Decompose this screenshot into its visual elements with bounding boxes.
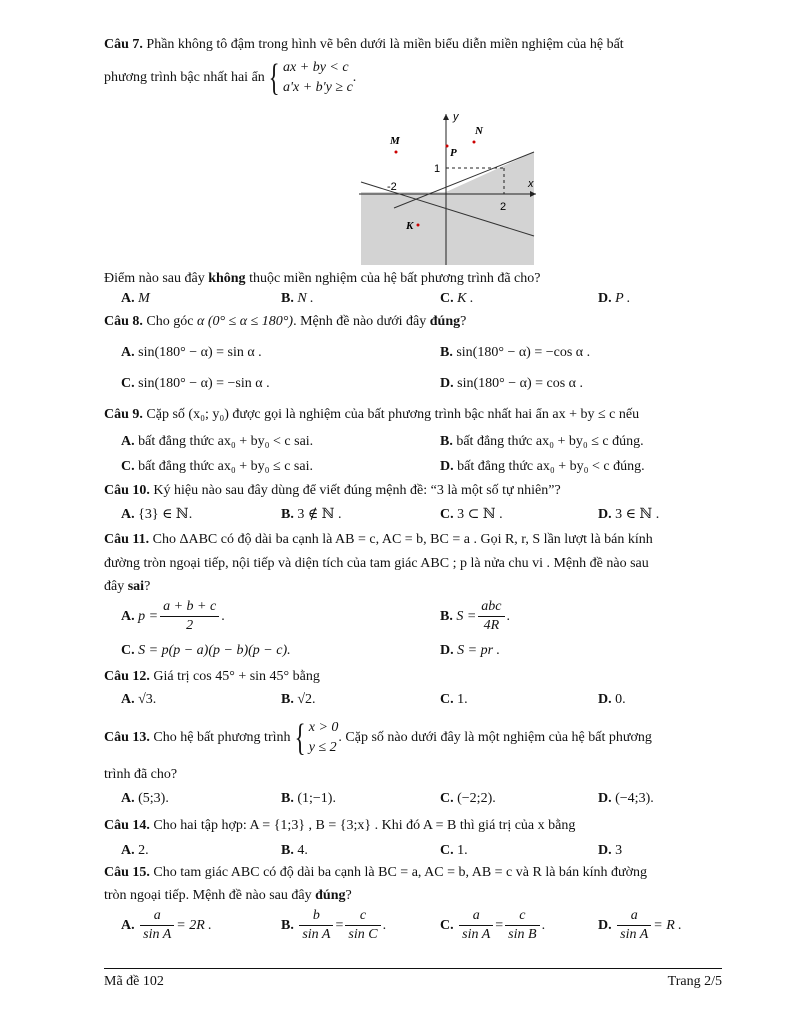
q13-label: Câu 13. bbox=[104, 730, 150, 745]
q9-label: Câu 9. bbox=[104, 407, 143, 422]
q12-label: Câu 12. bbox=[104, 669, 150, 684]
q13-stem: Câu 13. Cho hệ bất phương trình{ x > 0 y ≤ 2 . Cặp số nào dưới đây là một nghiệm của hệ bất phương bbox=[104, 716, 652, 759]
q10-option-c[interactable]: C. 3 ⊂ ℕ . bbox=[440, 507, 503, 522]
q11-option-c[interactable]: C. S = p(p − a)(p − b)(p − c). bbox=[121, 643, 291, 658]
q7-line1 bbox=[104, 36, 624, 54]
q7-option-a[interactable]: A. M bbox=[121, 291, 150, 306]
q7-question-b: không bbox=[208, 271, 246, 286]
q8-option-d[interactable]: D. sin(180° − α) = cos α . bbox=[440, 376, 584, 391]
label-k: K bbox=[406, 220, 414, 232]
q9-option-b[interactable]: B. bất đẳng thức ax₀ + by₀ ≤ c đúng. bbox=[440, 434, 644, 449]
q7-question-c: thuộc miền nghiệm của hệ bất phương trình đã cho? bbox=[245, 271, 541, 286]
q11-a-fraction: $\frac{a + b + c}{2}$ bbox=[160, 598, 219, 635]
label-x: x bbox=[528, 178, 534, 190]
q7-brace: { bbox=[268, 57, 280, 99]
q10-label: Câu 10. bbox=[104, 483, 150, 498]
label-n: N bbox=[475, 125, 483, 137]
label-one: 1 bbox=[434, 163, 441, 175]
q7-eq1: ax + by < c bbox=[283, 60, 349, 75]
q14-option-c[interactable]: C. 1. bbox=[440, 843, 468, 858]
label-p: P bbox=[450, 147, 457, 159]
q15-option-d[interactable]: D. $\frac{a}{\text{sin A}}$ = R . bbox=[598, 908, 682, 943]
q12-option-c[interactable]: C. 1. bbox=[440, 692, 468, 707]
q7-line2: phương trình bậc nhất hai ẩn{ ax + by < c a'x + b'y ≥ c . bbox=[104, 57, 357, 99]
label-m: M bbox=[390, 135, 400, 147]
q11-line2: đường tròn ngoại tiếp, nội tiếp và diện tích của tam giác ABC ; p là nửa chu vi . Mệnh đề nào sau bbox=[104, 556, 649, 571]
q10-option-a[interactable]: A. {3} ∈ ℕ. bbox=[121, 507, 193, 522]
footer-exam-code: Mã đề 102 bbox=[104, 974, 164, 989]
q15-line2: tròn ngoại tiếp. Mệnh đề nào sau đây đúng? bbox=[104, 888, 352, 903]
q11-option-b[interactable]: B. S = $\frac{\text{abc}}{4R}$ . bbox=[440, 599, 511, 634]
q15-option-a[interactable]: A. $\frac{a}{\text{sin A}}$ = 2R . bbox=[121, 908, 212, 943]
q13-system: x > 0 y ≤ 2 bbox=[308, 719, 339, 755]
q10-option-d[interactable]: D. 3 ∈ ℕ . bbox=[598, 507, 660, 522]
shaded-region-right bbox=[446, 152, 534, 192]
q9-option-c[interactable]: C. bất đẳng thức ax₀ + by₀ ≤ c sai. bbox=[121, 459, 313, 474]
q11-label: Câu 11. bbox=[104, 532, 150, 547]
q7-eq2: a'x + b'y ≥ c bbox=[283, 80, 353, 95]
q12-stem: Câu 12. Giá trị cos 45° + sin 45° bằng bbox=[104, 669, 320, 684]
point-n bbox=[473, 141, 476, 144]
q15-b-fraction-right: $\frac{c}{\text{sin C}}$ bbox=[345, 907, 380, 944]
q13-brace: { bbox=[294, 716, 306, 759]
q15-c-fraction-left: $\frac{a}{\text{sin A}}$ bbox=[459, 907, 493, 944]
point-k bbox=[417, 224, 420, 227]
q14-option-d[interactable]: D. 3 bbox=[598, 843, 623, 858]
q8-stem: Câu 8. Cho góc α (0° ≤ α ≤ 180°). Mệnh đề nào dưới đây đúng? bbox=[104, 314, 467, 329]
footer-page-number: Trang 2/5 bbox=[667, 974, 722, 989]
q7-option-d[interactable]: D. P . bbox=[598, 291, 631, 306]
q7-option-c[interactable]: C. K . bbox=[440, 291, 474, 306]
q12-option-b[interactable]: B. √2. bbox=[281, 692, 316, 707]
q7-option-b[interactable]: B. N . bbox=[281, 291, 314, 306]
q7-system bbox=[283, 58, 353, 98]
shaded-region-lower bbox=[361, 192, 534, 265]
q13-line2: trình đã cho? bbox=[104, 767, 178, 782]
q7-text2: phương trình bậc nhất hai ẩn bbox=[104, 70, 265, 86]
q13-option-c[interactable]: C. (−2;2). bbox=[440, 791, 496, 806]
q8-option-a[interactable]: A. sin(180° − α) = sin α . bbox=[121, 345, 262, 360]
q14-stem: Câu 14. Cho hai tập hợp: A = {1;3} , B = {3;x} . Khi đó A = B thì giá trị của x bằng bbox=[104, 818, 576, 833]
q12-option-a[interactable]: A. √3. bbox=[121, 692, 157, 707]
q15-c-fraction-right: $\frac{c}{\text{sin B}}$ bbox=[505, 907, 539, 944]
q14-option-b[interactable]: B. 4. bbox=[281, 843, 308, 858]
q8-option-b[interactable]: B. sin(180° − α) = −cos α . bbox=[440, 345, 591, 360]
q14-label: Câu 14. bbox=[104, 818, 150, 833]
q15-option-c[interactable]: C. $\frac{a}{\text{sin A}}$ = $\frac{c}{\text{sin B}}$ . bbox=[440, 908, 546, 943]
q7-question bbox=[104, 270, 540, 288]
q10-stem: Câu 10. Ký hiệu nào sau đây dùng để viết đúng mệnh đề: “3 là một số tự nhiên”? bbox=[104, 483, 561, 498]
q9-stem: Câu 9. Cặp số (x₀; y₀) được gọi là nghiệm của bất phương trình bậc nhất hai ẩn ax + by ≤ c nếu bbox=[104, 407, 640, 422]
q13-option-b[interactable]: B. (1;−1). bbox=[281, 791, 336, 806]
label-two: 2 bbox=[500, 201, 507, 213]
q15-a-fraction: $\frac{a}{\text{sin A}}$ bbox=[140, 907, 174, 944]
q14-option-a[interactable]: A. 2. bbox=[121, 843, 149, 858]
q12-option-d[interactable]: D. 0. bbox=[598, 692, 626, 707]
q11-option-d[interactable]: D. S = pr . bbox=[440, 643, 501, 658]
q15-b-fraction-left: $\frac{b}{\text{sin A}}$ bbox=[299, 907, 333, 944]
q11-line1: Câu 11. Cho ΔABC có độ dài ba cạnh là AB = c, AC = b, BC = a . Gọi R, r, S lần lượt là bán kính bbox=[104, 532, 653, 547]
point-p bbox=[446, 145, 449, 148]
q15-line1: Câu 15. Cho tam giác ABC có độ dài ba cạnh là BC = a, AC = b, AB = c và R là bán kính đường bbox=[104, 865, 648, 880]
q8-label: Câu 8. bbox=[104, 314, 143, 329]
q13-option-a[interactable]: A. (5;3). bbox=[121, 791, 169, 806]
q7-label: Câu 7. bbox=[104, 37, 143, 52]
q11-option-a[interactable]: A. p = $\frac{a + b + c}{2}$ . bbox=[121, 599, 225, 634]
q13-option-d[interactable]: D. (−4;3). bbox=[598, 791, 654, 806]
q15-option-b[interactable]: B. $\frac{b}{\text{sin A}}$ = $\frac{c}{\text{sin C}}$ . bbox=[281, 908, 387, 943]
q9-option-a[interactable]: A. bất đẳng thức ax₀ + by₀ < c sai. bbox=[121, 434, 314, 449]
q11-line3: đây sai? bbox=[104, 579, 151, 594]
q8-option-c[interactable]: C. sin(180° − α) = −sin α . bbox=[121, 376, 270, 391]
footer-divider bbox=[104, 968, 722, 969]
q10-option-b[interactable]: B. 3 ∉ ℕ . bbox=[281, 507, 342, 522]
q7-question-a: Điểm nào sau đây bbox=[104, 271, 209, 286]
q15-label: Câu 15. bbox=[104, 865, 150, 880]
q7-figure bbox=[354, 108, 540, 270]
q9-option-d[interactable]: D. bất đẳng thức ax₀ + by₀ < c đúng. bbox=[440, 459, 645, 474]
q7-text1: Phần không tô đậm trong hình vẽ bên dưới là miền biểu diễn miền nghiệm của hệ bất bbox=[142, 37, 624, 52]
q15-d-fraction: $\frac{a}{\text{sin A}}$ bbox=[617, 907, 651, 944]
q11-b-fraction: $\frac{\text{abc}}{4R}$ bbox=[478, 598, 504, 635]
label-minus-two: -2 bbox=[387, 181, 397, 193]
label-y: y bbox=[453, 111, 459, 123]
point-m bbox=[395, 151, 398, 154]
